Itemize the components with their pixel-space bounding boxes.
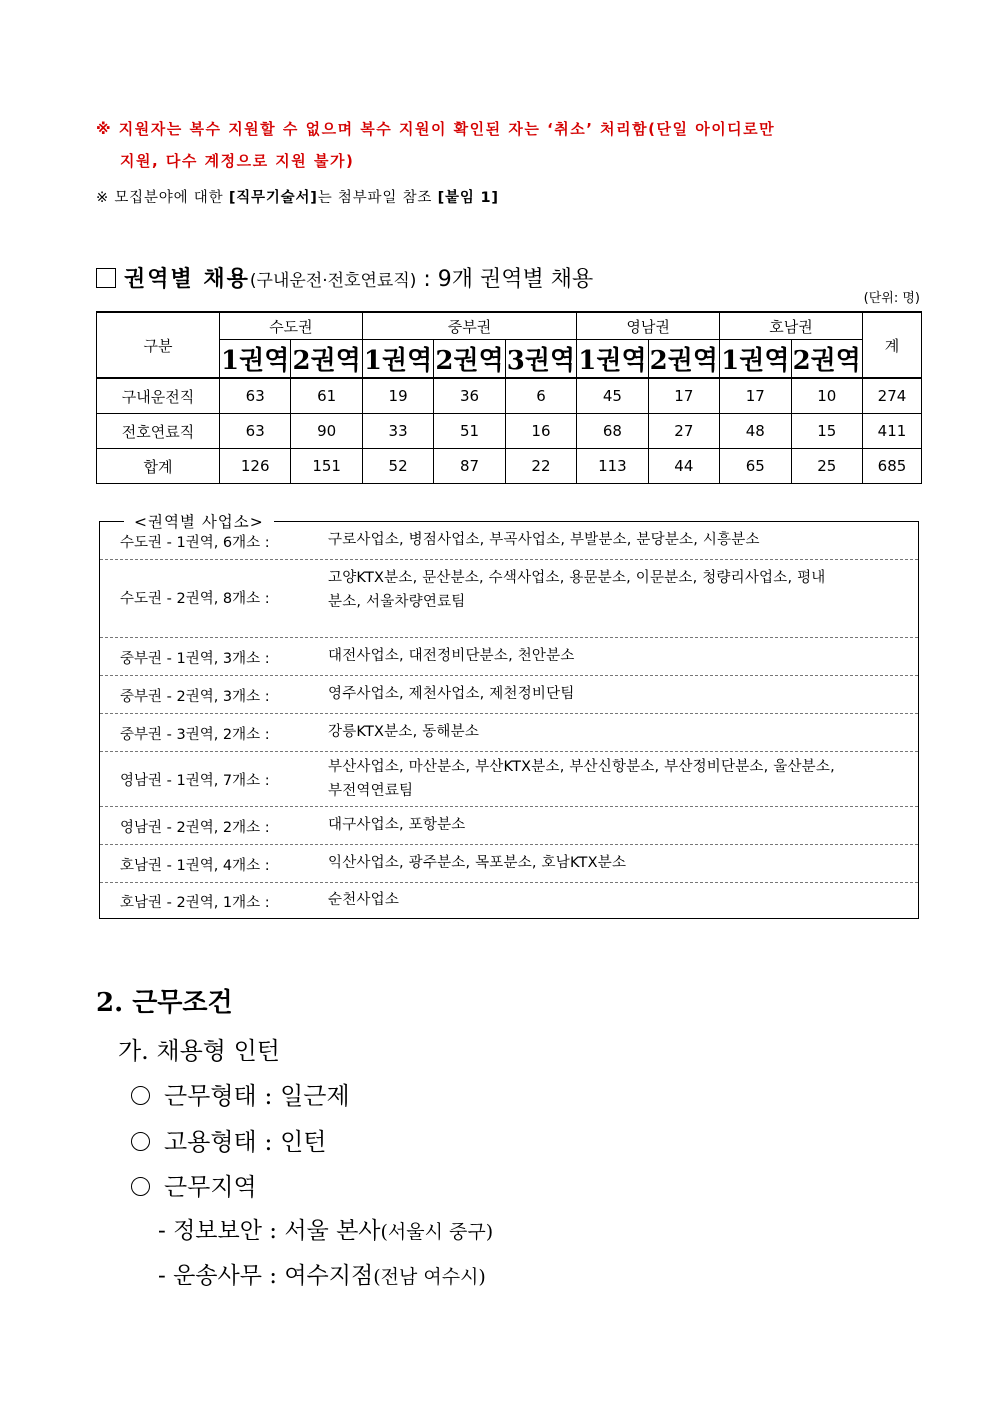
table-cell: 63 [220, 414, 291, 449]
location-item [158, 1212, 493, 1245]
row-label: 전호연료직 [97, 414, 220, 449]
location-main: - 운송사무 : 여수지점 [158, 1263, 374, 1289]
office-list-line: 부산사업소, 마산분소, 부산KTX분소, 부산신항분소, 부산정비단분소, 울산분소, [328, 759, 835, 775]
table-cell: 17 [720, 378, 791, 414]
row-label: 구내운전직 [97, 378, 220, 414]
square-bullet-icon [96, 268, 116, 288]
row-label: 합계 [97, 449, 220, 484]
office-label: 중부권 - 3권역, 2개소 : [120, 727, 270, 743]
office-list-line: 구로사업소, 병점사업소, 부곡사업소, 부발분소, 분당분소, 시흥분소 [328, 532, 760, 548]
office-list [328, 888, 908, 912]
location-detail: (서울시 중구) [380, 1221, 494, 1243]
conditions-subheading: 가. 채용형 인턴 [118, 1037, 280, 1065]
col-group-header: 구분 [97, 312, 220, 378]
office-row [100, 752, 918, 807]
location-main: - 정보보안 : 서울 본사 [158, 1218, 381, 1244]
region-header: 수도권 [220, 312, 363, 340]
table-cell: 113 [577, 449, 648, 484]
table-cell: 15 [791, 414, 863, 449]
table-cell: 6 [505, 378, 576, 414]
zone-header: 2권역 [434, 340, 505, 379]
circle-bullet-icon [131, 1177, 150, 1196]
office-label: 영남권 - 1권역, 7개소 : [120, 773, 270, 789]
total-header: 계 [863, 312, 922, 378]
table-cell: 126 [220, 449, 291, 484]
zone-header: 2권역 [791, 340, 863, 379]
row-total: 411 [863, 414, 922, 449]
office-label: 수도권 - 2권역, 8개소 : [120, 591, 270, 607]
office-list-line: 영주사업소, 제천사업소, 제천정비단팀 [328, 686, 575, 702]
office-row [100, 883, 918, 918]
table-cell: 45 [577, 378, 648, 414]
condition-item-label: 근무형태 : 일근제 [164, 1082, 350, 1110]
condition-item-label: 고용형태 : 인턴 [164, 1128, 327, 1156]
attachment-ref: [붙임 1] [437, 190, 499, 206]
office-list-line: 순천사업소 [328, 892, 400, 908]
section-title-bold: 권역별 채용 [124, 267, 250, 292]
row-total: 274 [863, 378, 922, 414]
table-cell: 87 [434, 449, 505, 484]
zone-header: 1권역 [720, 340, 791, 379]
offices-box [99, 521, 919, 919]
office-label: 중부권 - 2권역, 3개소 : [120, 689, 270, 705]
condition-item [131, 1122, 326, 1157]
office-row [100, 676, 918, 714]
condition-item-label: 근무지역 [164, 1173, 257, 1201]
location-detail: (전남 여수시) [373, 1266, 486, 1288]
office-list [328, 851, 908, 875]
table-cell: 25 [791, 449, 863, 484]
office-row [100, 845, 918, 883]
table-cell: 48 [720, 414, 791, 449]
table-cell: 52 [362, 449, 433, 484]
office-label: 중부권 - 1권역, 3개소 : [120, 651, 270, 667]
table-cell: 16 [505, 414, 576, 449]
table-cell: 61 [291, 378, 362, 414]
office-list-line: 고양KTX분소, 문산분소, 수색사업소, 용문분소, 이문분소, 청량리사업소, 평내 [328, 570, 826, 586]
office-label: 영남권 - 2권역, 2개소 : [120, 820, 270, 836]
condition-item [131, 1076, 350, 1111]
table-cell: 44 [648, 449, 719, 484]
zone-header: 1권역 [220, 340, 291, 379]
office-list-line: 대전사업소, 대전정비단분소, 천안분소 [328, 648, 575, 664]
table-cell: 90 [291, 414, 362, 449]
attachment-notice-mid: 는 첨부파일 참조 [317, 190, 438, 206]
red-notice-line-2: 지원, 다수 계정으로 지원 불가) [120, 152, 355, 170]
office-list-line: 강릉KTX분소, 동해분소 [328, 724, 480, 740]
office-row [100, 638, 918, 676]
office-list [328, 528, 908, 552]
table-cell: 36 [434, 378, 505, 414]
job-description-ref: [직무기술서] [228, 190, 318, 206]
office-label: 호남권 - 1권역, 4개소 : [120, 858, 270, 874]
office-list-line: 분소, 서울차량연료팀 [328, 594, 466, 610]
red-notice-line-1: ※ 지원자는 복수 지원할 수 없으며 복수 지원이 확인된 자는 ‘취소’ 처리함(단일 아이디로만 [96, 120, 776, 138]
office-list [328, 813, 908, 837]
row-total: 685 [863, 449, 922, 484]
table-cell: 151 [291, 449, 362, 484]
office-list-line: 부전역연료팀 [328, 783, 414, 799]
offices-legend: <권역별 사업소> [124, 510, 274, 532]
table-cell: 17 [648, 378, 719, 414]
table-cell: 27 [648, 414, 719, 449]
zone-header: 2권역 [648, 340, 719, 379]
attachment-notice [96, 186, 499, 207]
table-cell: 68 [577, 414, 648, 449]
table-cell: 22 [505, 449, 576, 484]
office-list [328, 755, 908, 803]
attachment-notice-prefix: ※ 모집분야에 대한 [96, 190, 229, 206]
office-list-line: 대구사업소, 포항분소 [328, 817, 466, 833]
table-cell: 65 [720, 449, 791, 484]
section-title-rest: : 9개 권역별 채용 [416, 267, 594, 292]
office-label: 수도권 - 1권역, 6개소 : [120, 535, 270, 551]
region-header: 영남권 [577, 312, 720, 340]
office-list [328, 644, 908, 668]
location-item [158, 1257, 486, 1290]
zone-header: 3권역 [505, 340, 576, 379]
zone-header: 1권역 [577, 340, 648, 379]
circle-bullet-icon [131, 1132, 150, 1151]
region-header: 호남권 [720, 312, 863, 340]
office-list [328, 566, 908, 614]
quota-table [96, 311, 922, 484]
table-cell: 63 [220, 378, 291, 414]
table-cell: 33 [362, 414, 433, 449]
office-list [328, 682, 908, 706]
office-row [100, 560, 918, 638]
zone-header: 1권역 [362, 340, 433, 379]
table-cell: 19 [362, 378, 433, 414]
office-list [328, 720, 908, 744]
office-label: 호남권 - 2권역, 1개소 : [120, 895, 270, 911]
office-row [100, 807, 918, 845]
office-list-line: 익산사업소, 광주분소, 목포분소, 호남KTX분소 [328, 855, 627, 871]
conditions-heading: 2. 근무조건 [96, 988, 233, 1018]
zone-header: 2권역 [291, 340, 362, 379]
region-header: 중부권 [362, 312, 576, 340]
section-title [96, 262, 593, 293]
condition-item [131, 1167, 257, 1202]
table-cell: 51 [434, 414, 505, 449]
unit-label: (단위: 명) [863, 291, 920, 306]
office-row [100, 714, 918, 752]
table-cell: 10 [791, 378, 863, 414]
circle-bullet-icon [131, 1086, 150, 1105]
section-title-sub: (구내운전·전호연료직) [249, 271, 417, 291]
